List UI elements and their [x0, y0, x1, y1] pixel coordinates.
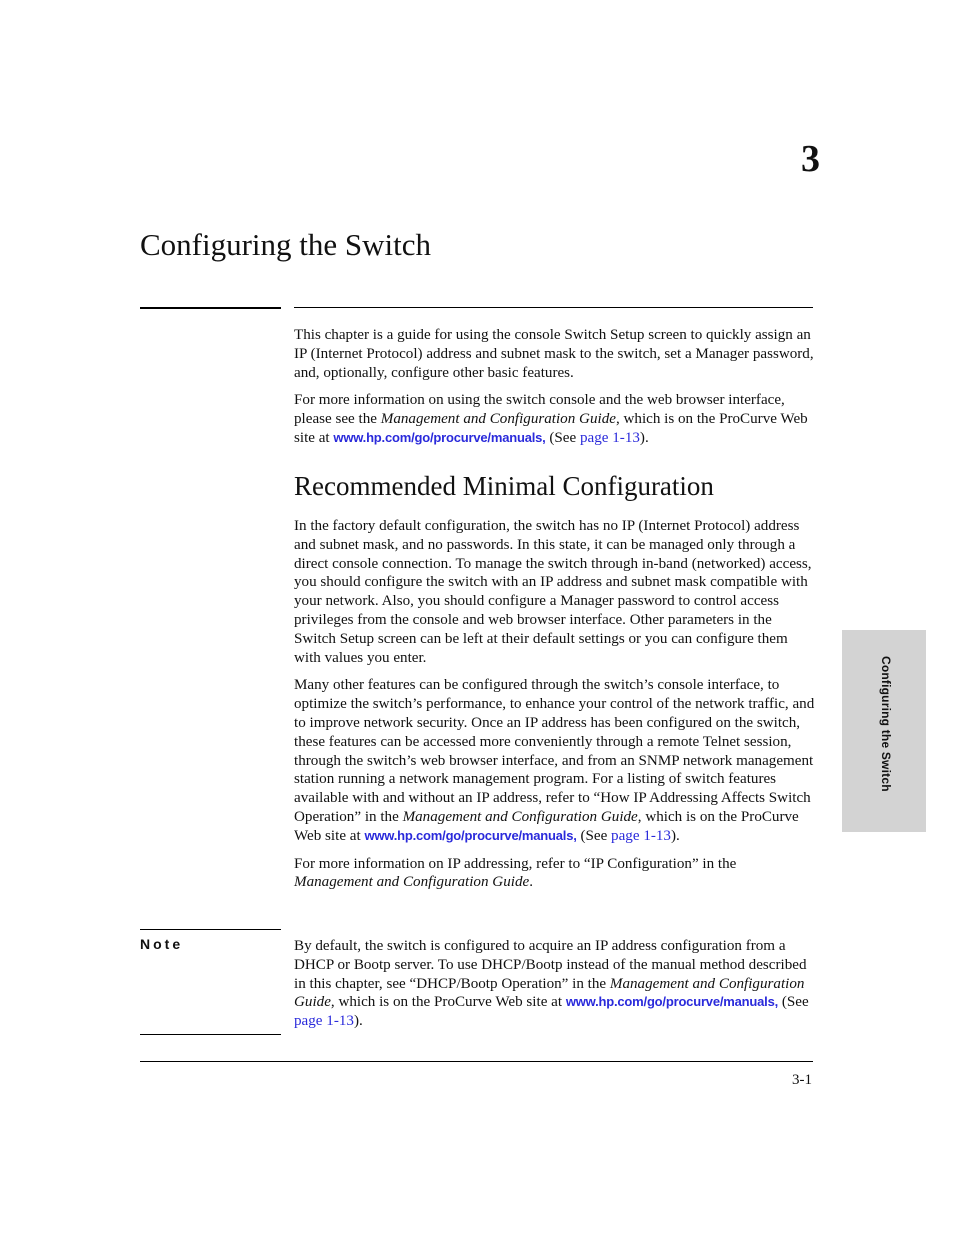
page-number: 3-1: [792, 1072, 812, 1088]
note-label: Note: [140, 936, 184, 952]
thumb-tab-label: Configuring the Switch: [879, 656, 893, 792]
section-heading: Recommended Minimal Configuration: [294, 471, 714, 501]
manuals-link[interactable]: www.hp.com/go/procurve/manuals,: [364, 827, 577, 843]
note-text-a: By default, the switch is configured to acquire an IP address configuration from a DHCP or Bootp server. To use DHCP/Bootp instead of the manual method described in this chapter, see “DHCP/Bootp Operation” in the: [294, 938, 807, 992]
note-text-b: , which is on the ProCurve Web site at: [330, 994, 566, 1011]
chapter-number: 3: [801, 138, 820, 180]
guide-title: Management and Configuration Guide: [380, 411, 616, 428]
main-rule: [294, 307, 813, 308]
page-xref-link[interactable]: page 1-13: [294, 1013, 354, 1030]
section-paragraph-2: [294, 676, 816, 845]
intro-text: [294, 326, 816, 448]
page-xref-link[interactable]: page 1-13: [579, 429, 640, 446]
footer-rule: [140, 1061, 813, 1062]
guide-title: Management and Configuration Guide: [294, 975, 805, 1011]
section-p2-text-d: ).: [670, 827, 680, 844]
note-text: [294, 937, 816, 1031]
intro-p2-text-b: , which is on the ProCurve Web site at: [294, 411, 808, 446]
note-text-d: ).: [353, 1013, 363, 1030]
section-p2-text-a: Many other features can be configured through the switch’s console interface, to optimize the switch’s performance, to enhance your control of the network traffic, and to improve network security. Once an IP address has been configured on the switch, these features can be accessed more conveniently through a remote Telnet session, through the switch’s web browser interface, and from an SNMP network management station running a network management program. For a listing of switch features available with and without an IP address, refer to “How IP Addressing Affects Switch Operation” in the: [294, 677, 815, 825]
section-p3-text-a: For more information on IP addressing, refer to “IP Configuration” in the: [294, 855, 737, 872]
section-p2-text-b: , which is on the ProCurve Web site at: [294, 808, 799, 844]
intro-paragraph-2: [294, 391, 816, 447]
left-rule: [140, 307, 281, 309]
section-paragraph-3: [294, 855, 816, 893]
manuals-link[interactable]: www.hp.com/go/procurve/manuals,: [333, 429, 546, 445]
note-bottom-rule: [140, 1034, 281, 1035]
guide-title: Management and Configuration Guide: [294, 874, 530, 891]
chapter-title: Configuring the Switch: [140, 227, 432, 262]
note-paragraph: [294, 937, 816, 1031]
guide-title: Management and Configuration Guide: [402, 808, 638, 825]
page-xref-link[interactable]: page 1-13: [611, 827, 671, 844]
intro-p2-text-a: For more information on using the switch console and the web browser interface, please see the: [294, 392, 785, 428]
section-p2-text-c: (See: [576, 827, 612, 844]
section-text: [294, 517, 816, 892]
section-p3-text-b: .: [529, 874, 533, 891]
section-paragraph-1: In the factory default configuration, the switch has no IP (Internet Protocol) address and subnet mask, and no passwords. In this state, it can be managed only through a direct console connection. To manage the switch through in-band (networked) access, you should configure the switch with an IP address and subnet mask compatible with your network. Also, you should configure a Manager password to control access privileges from the console and web browser interface. Other parameters in the Switch Setup screen can be left at their default settings or you can configure them with values you enter.: [294, 518, 812, 666]
note-top-rule: [140, 929, 281, 930]
note-text-c: (See: [778, 994, 809, 1011]
intro-p2-text-c: (See: [545, 429, 580, 446]
intro-p2-text-d: ).: [639, 429, 649, 446]
intro-paragraph-1: This chapter is a guide for using the console Switch Setup screen to quickly assign an IP (Internet Protocol) address and subnet mask to the switch, set a Manager password, and, optionally, configure other basic features.: [294, 327, 814, 381]
manuals-link[interactable]: www.hp.com/go/procurve/manuals,: [565, 994, 779, 1010]
